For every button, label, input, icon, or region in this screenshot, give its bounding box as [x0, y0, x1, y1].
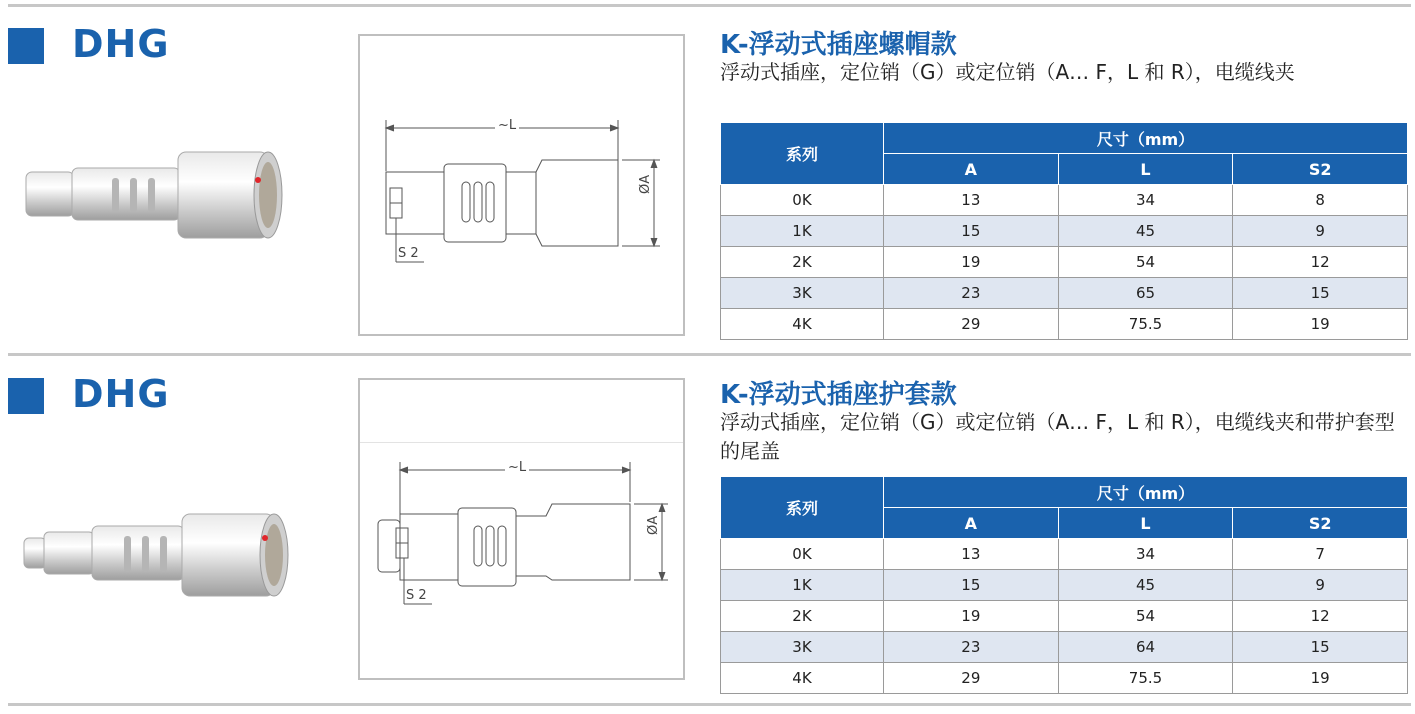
table-row — [721, 539, 1408, 570]
column-header-s2: S2 — [1233, 154, 1408, 185]
column-header-l: L — [1058, 508, 1233, 539]
l-cell: 54 — [1058, 601, 1233, 632]
a-cell: 15 — [884, 216, 1059, 247]
table-row — [721, 216, 1408, 247]
series-cell: 3K — [721, 632, 884, 663]
table-row — [721, 247, 1408, 278]
a-cell: 15 — [884, 570, 1059, 601]
series-cell: 0K — [721, 539, 884, 570]
s2-cell: 19 — [1233, 309, 1408, 340]
diameter-label: ØA — [638, 174, 653, 194]
dimensions-table — [720, 476, 1408, 694]
a-cell: 13 — [884, 185, 1059, 216]
connector-photo — [20, 142, 300, 252]
section-title: K-浮动式插座护套款 — [720, 380, 957, 410]
technical-drawing — [358, 378, 685, 680]
dimension-group-header: 尺寸（mm） — [884, 123, 1408, 154]
l-cell: 75.5 — [1058, 309, 1233, 340]
series-header: 系列 — [721, 123, 884, 185]
column-header-a: A — [884, 154, 1059, 185]
l-cell: 45 — [1058, 570, 1233, 601]
s2-cell: 12 — [1233, 601, 1408, 632]
l-cell: 34 — [1058, 185, 1233, 216]
technical-drawing — [358, 34, 685, 336]
a-cell: 13 — [884, 539, 1059, 570]
l-cell: 34 — [1058, 539, 1233, 570]
table-row — [721, 570, 1408, 601]
series-cell: 4K — [721, 309, 884, 340]
series-cell: 1K — [721, 216, 884, 247]
s2-label: S 2 — [406, 588, 427, 603]
column-header-l: L — [1058, 154, 1233, 185]
series-cell: 4K — [721, 663, 884, 694]
s2-cell: 19 — [1233, 663, 1408, 694]
diameter-label: ØA — [646, 515, 661, 535]
a-cell: 29 — [884, 663, 1059, 694]
column-header-a: A — [884, 508, 1059, 539]
table-row — [721, 309, 1408, 340]
series-cell: 2K — [721, 247, 884, 278]
table-row — [721, 185, 1408, 216]
section-marker — [8, 28, 44, 64]
series-cell: 3K — [721, 278, 884, 309]
s2-cell: 9 — [1233, 216, 1408, 247]
table-row — [721, 632, 1408, 663]
a-cell: 23 — [884, 278, 1059, 309]
s2-label: S 2 — [398, 246, 419, 261]
table-row — [721, 278, 1408, 309]
product-section-1 — [0, 0, 1415, 345]
bottom-rule — [8, 703, 1411, 706]
s2-cell: 8 — [1233, 185, 1408, 216]
product-code: DHG — [72, 22, 170, 66]
series-cell: 2K — [721, 601, 884, 632]
series-cell: 1K — [721, 570, 884, 601]
a-cell: 29 — [884, 309, 1059, 340]
product-section-2 — [0, 350, 1415, 695]
s2-cell: 9 — [1233, 570, 1408, 601]
section-title: K-浮动式插座螺帽款 — [720, 30, 957, 60]
s2-cell: 7 — [1233, 539, 1408, 570]
s2-cell: 15 — [1233, 278, 1408, 309]
a-cell: 19 — [884, 601, 1059, 632]
section-description: 浮动式插座，定位销（G）或定位销（A… F，L 和 R），电缆线夹 — [720, 60, 1295, 84]
l-cell: 64 — [1058, 632, 1233, 663]
column-header-s2: S2 — [1233, 508, 1408, 539]
series-header: 系列 — [721, 477, 884, 539]
table-row — [721, 663, 1408, 694]
connector-photo — [20, 500, 300, 610]
s2-cell: 12 — [1233, 247, 1408, 278]
table-row — [721, 601, 1408, 632]
section-description: 浮动式插座，定位销（G）或定位销（A… F，L 和 R），电缆线夹和带护套型的尾盖 — [720, 410, 1395, 463]
dimension-group-header: 尺寸（mm） — [884, 477, 1408, 508]
length-label: ~L — [495, 118, 519, 133]
l-cell: 75.5 — [1058, 663, 1233, 694]
length-label: ~L — [505, 460, 529, 475]
a-cell: 23 — [884, 632, 1059, 663]
l-cell: 54 — [1058, 247, 1233, 278]
dimensions-table — [720, 122, 1408, 340]
section-marker — [8, 378, 44, 414]
product-code: DHG — [72, 372, 170, 416]
s2-cell: 15 — [1233, 632, 1408, 663]
l-cell: 45 — [1058, 216, 1233, 247]
series-cell: 0K — [721, 185, 884, 216]
l-cell: 65 — [1058, 278, 1233, 309]
a-cell: 19 — [884, 247, 1059, 278]
